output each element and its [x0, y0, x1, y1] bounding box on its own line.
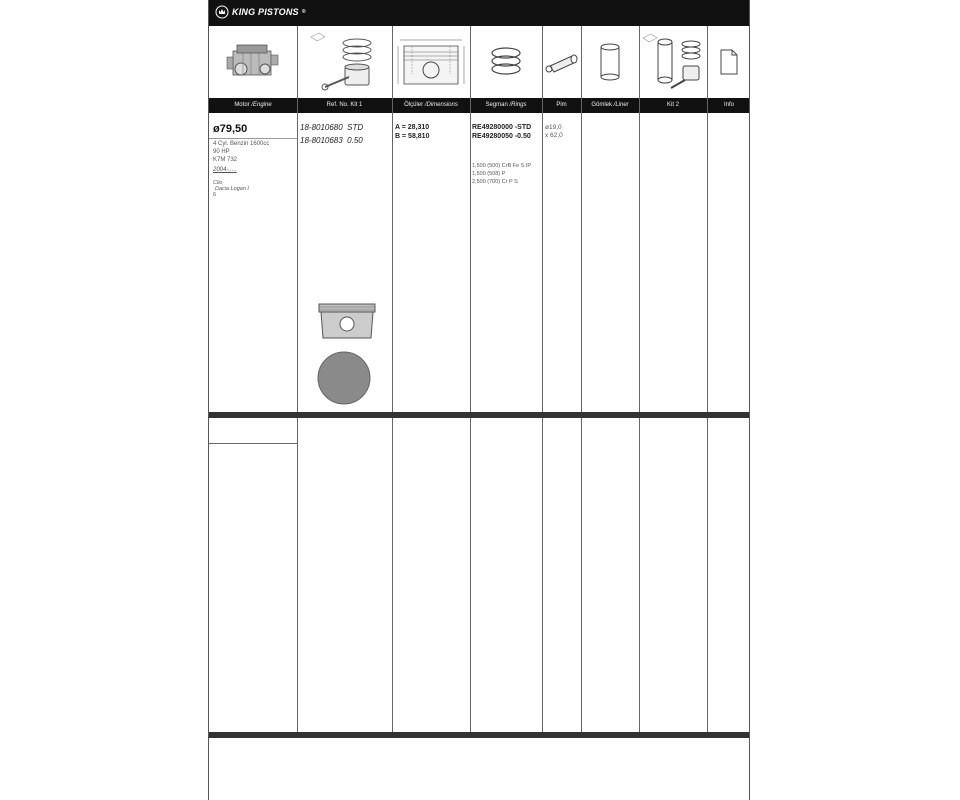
ring-set-code: RE49280000 [472, 124, 513, 131]
dimension-label: A [395, 124, 400, 131]
ring-spec: 1,500 (508) P [472, 171, 506, 177]
piston-dimensions-drawing-icon [392, 26, 470, 98]
column-divider [707, 26, 708, 732]
row-separator [209, 412, 749, 418]
column-divider [542, 26, 543, 732]
document-icon [707, 26, 751, 98]
header-liner: Gömlek /Liner [591, 102, 629, 108]
header-motor: Motor /Engine [234, 102, 272, 108]
ref-code: 18-8010683 [300, 136, 343, 145]
pin-length: x 62,0 [545, 132, 563, 139]
icons-row [209, 26, 749, 98]
catalog-sheet [208, 0, 750, 800]
dimension-row [395, 124, 429, 131]
engine-power: 90 HP [213, 149, 230, 155]
row-separator [209, 732, 749, 738]
bore-diameter: ø79,50 [213, 123, 248, 135]
cylinder-liner-icon [581, 26, 639, 98]
full-kit-icon [639, 26, 707, 98]
ref-row [300, 136, 363, 145]
piston-rings-icon [470, 26, 542, 98]
ring-set-row [472, 124, 531, 131]
dimension-value: = 28,310 [401, 124, 430, 131]
engine-spec: 4 Cyl. Benzin 1600cc [213, 141, 270, 147]
ref-row [300, 123, 363, 132]
column-divider [392, 26, 393, 732]
dimension-value: = 58,810 [402, 133, 430, 140]
engine-code: K7M 732 [213, 157, 238, 163]
top-bar [209, 0, 749, 26]
header-rings: Segman /Rings [485, 102, 527, 108]
bore-underline [209, 138, 297, 139]
header-dimensions: Ölçüler /Dimensions [404, 102, 458, 108]
dimension-label: B [395, 133, 401, 140]
ref-size: 0.50 [347, 136, 363, 145]
dimension-row [395, 133, 429, 140]
ring-spec: 1,500 (500) CrB Fe S IP [472, 163, 531, 169]
production-years: 2004-..... [213, 167, 237, 173]
ring-set-row [472, 133, 531, 140]
crown-logo-icon [215, 5, 229, 19]
column-divider [639, 26, 640, 732]
brand-registered-mark: ® [301, 9, 306, 15]
engine-icon [209, 26, 297, 98]
ring-spec: 2,500 (700) Cr P S [472, 179, 518, 185]
column-header-row [209, 98, 749, 113]
vehicle-model-extra: 6 [213, 192, 217, 198]
vehicle-model: Dacia Logan I [215, 186, 249, 192]
vehicle-make: Clio [213, 180, 223, 186]
brand-name: KING PISTONS [232, 7, 299, 17]
ref-code: 18-8010680 [300, 123, 343, 132]
column-divider [470, 26, 471, 732]
piston-with-rings-icon [297, 26, 392, 98]
piston-side-view-icon [315, 302, 379, 340]
piston-crown-top-view-icon [316, 350, 372, 406]
header-pin: Pim [556, 102, 567, 108]
brand-logo [215, 5, 306, 19]
header-ref: Ref. No. Kit 1 [326, 102, 363, 108]
ring-set-size: -STD [514, 124, 532, 131]
column-divider [297, 26, 298, 732]
ref-size: STD [347, 123, 364, 132]
ring-set-code: RE49280050 [472, 133, 513, 140]
ring-set-size: -0.50 [514, 133, 531, 140]
pin-diameter: ø19,0 [545, 124, 562, 131]
empty-row-line [209, 443, 297, 444]
header-info: Info [723, 102, 734, 108]
piston-pin-icon [542, 26, 581, 98]
column-divider [581, 26, 582, 732]
header-kit2: Kit 2 [666, 102, 679, 108]
